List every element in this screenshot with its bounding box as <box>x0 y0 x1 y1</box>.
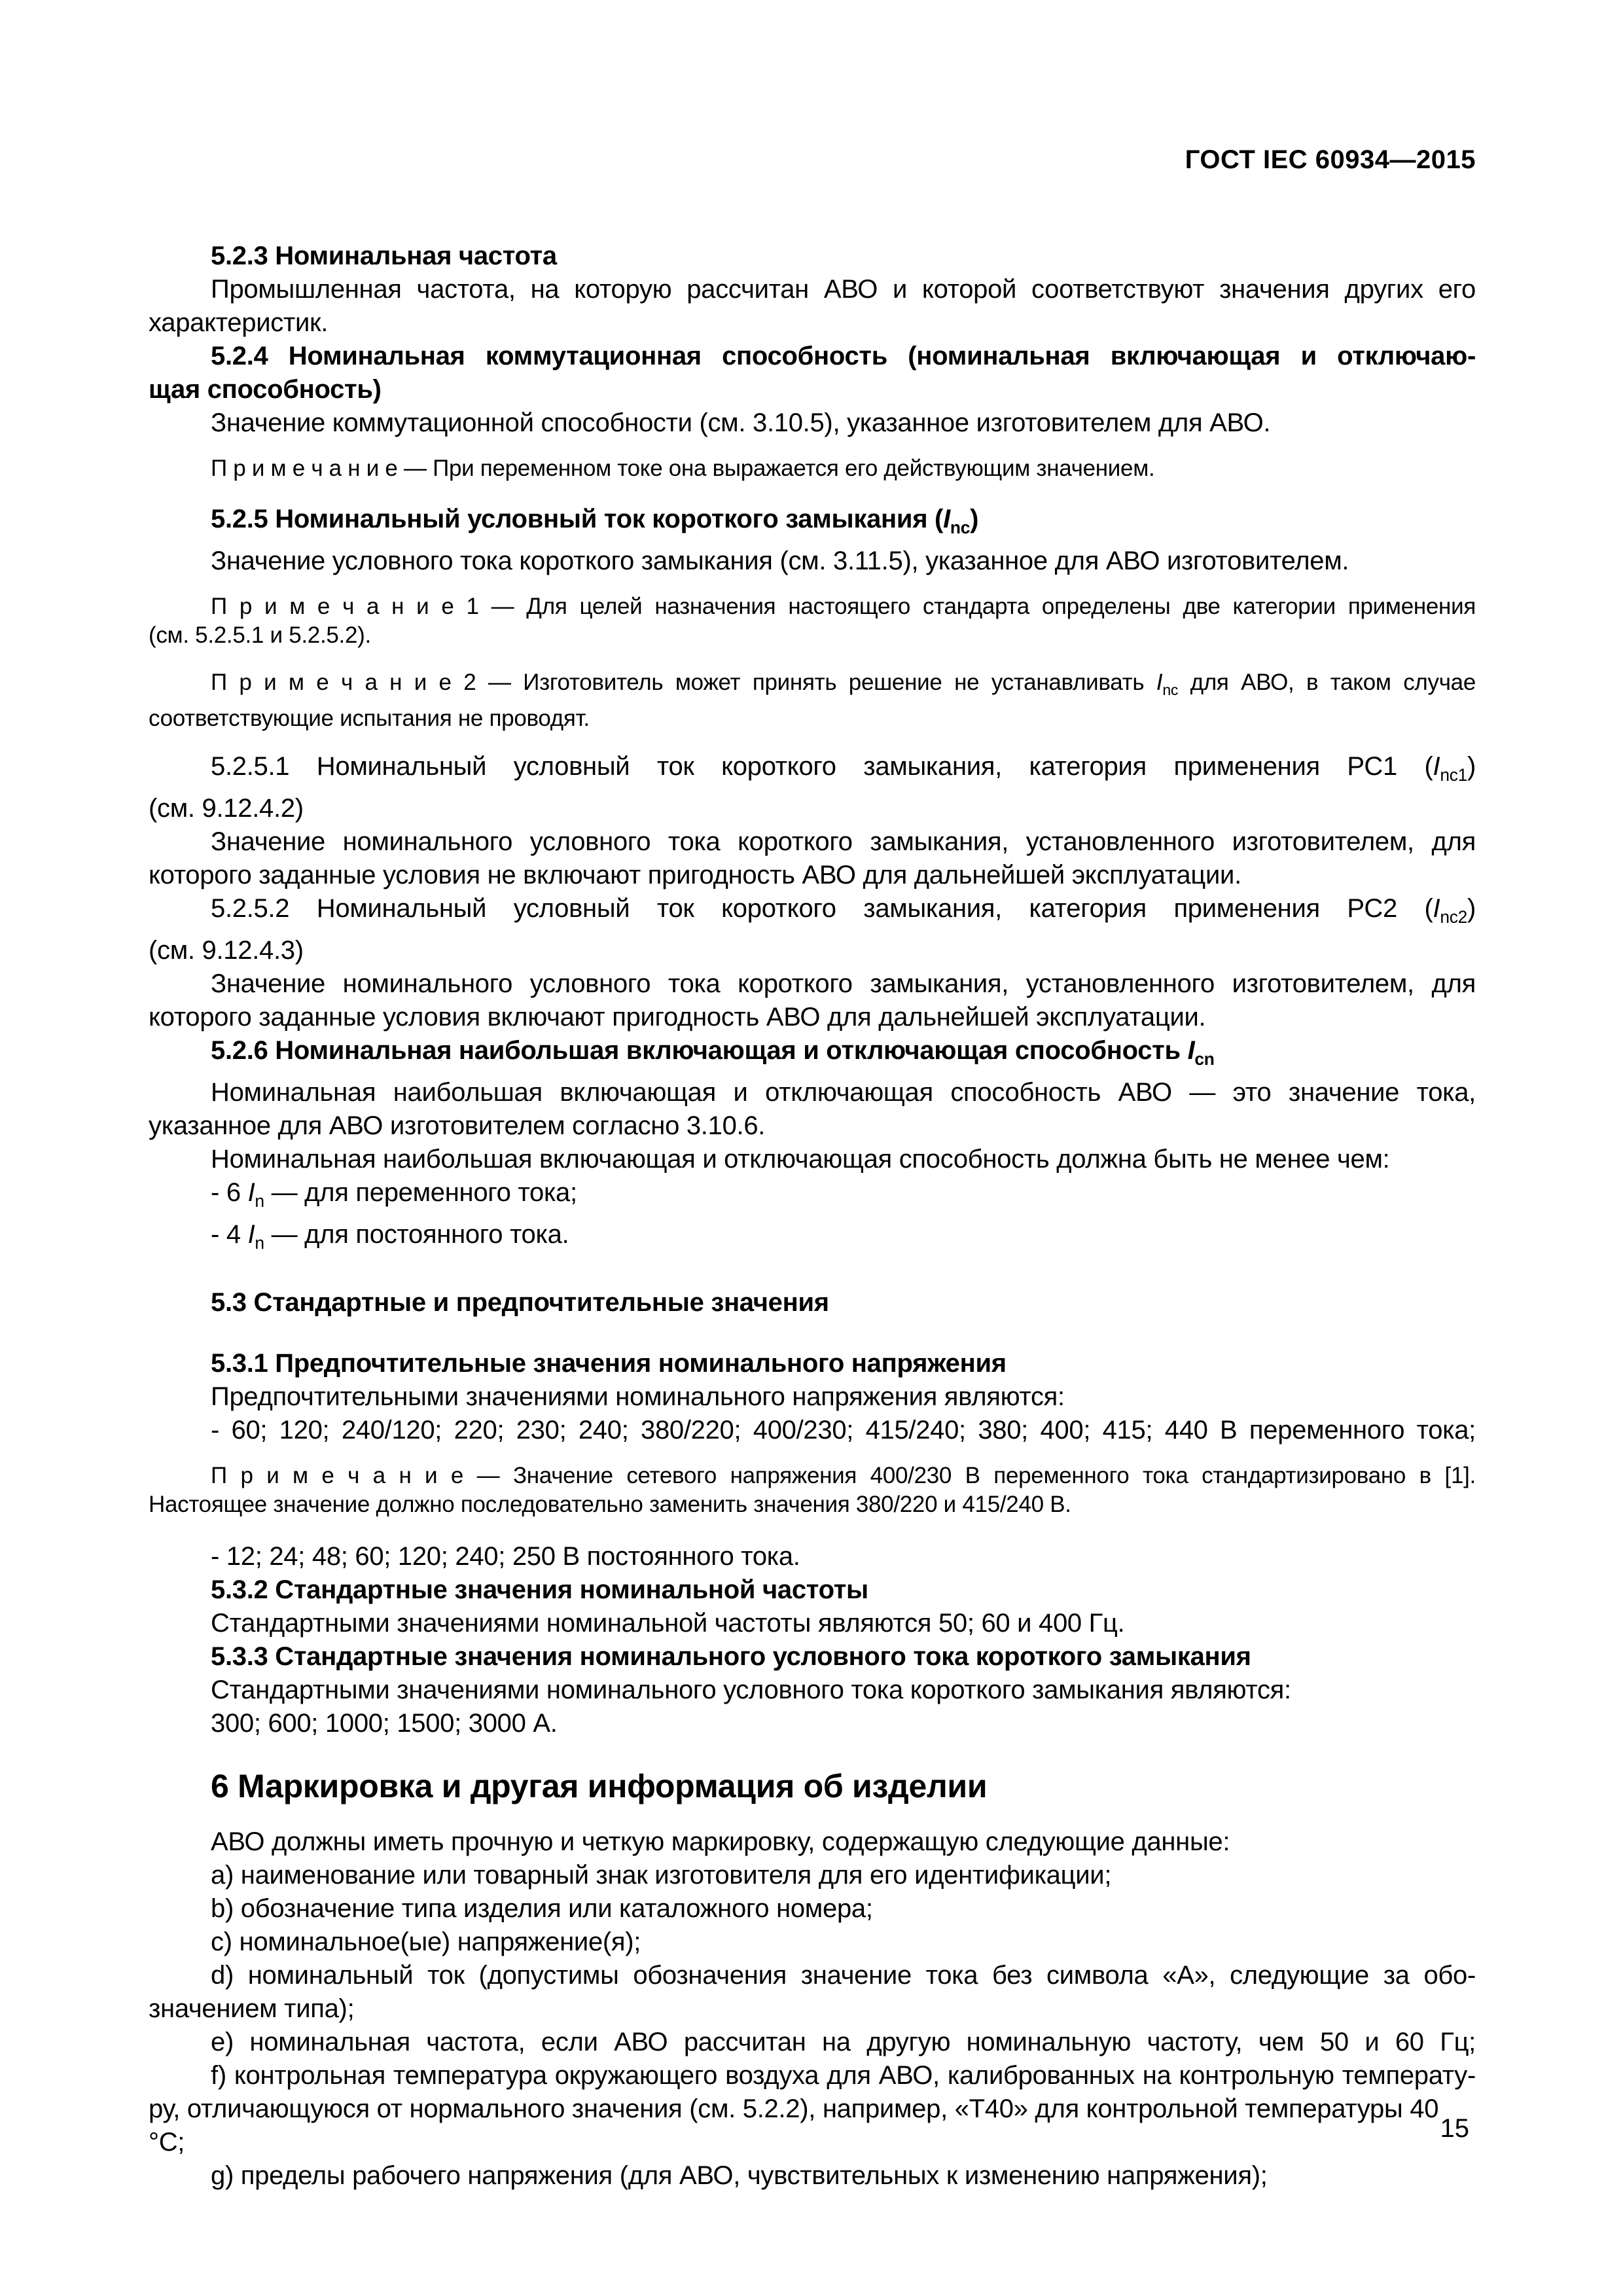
symbol-current: I <box>1433 752 1440 781</box>
text-line <box>149 792 1476 825</box>
text-segment: — для постоянного тока. <box>264 1220 569 1249</box>
text-line <box>149 340 1476 373</box>
text-line <box>149 1176 1476 1218</box>
text-line <box>149 825 1476 859</box>
text-segment: - 6 <box>211 1178 248 1207</box>
text-segment: которого заданные условия не включают пригодность АВО для дальнейшей эксплуатации. <box>149 861 1241 889</box>
text-line <box>149 1959 1476 1992</box>
text-segment: 5.2.5.2 Номинальный условный ток короткого замыкания, категория применения РС2 ( <box>211 894 1433 923</box>
text-line <box>149 1286 1476 1319</box>
text-segment: П р и м е ч а н и е — Значение сетевого напряжения 400/230 В переменного тока стандартизировано в [1]. <box>211 1463 1476 1488</box>
text-line <box>149 373 1476 406</box>
text-line <box>149 1825 1476 1859</box>
text-line <box>149 1674 1476 1707</box>
text-segment: d) номинальный ток (допустимы обозначения значение тока без символа «А», следующие за обо- <box>211 1961 1476 1990</box>
text-segment: nc2 <box>1440 907 1467 927</box>
text-segment: c) номинальное(ые) напряжение(я); <box>211 1928 641 1956</box>
text-line <box>149 545 1476 578</box>
text-segment: П р и м е ч а н и е 2 — Изготовитель может принять решение не устанавливать <box>211 670 1156 695</box>
symbol-current: I <box>247 1178 255 1207</box>
text-line <box>149 892 1476 934</box>
text-segment: которого заданные условия включают пригодность АВО для дальнейшей эксплуатации. <box>149 1003 1206 1031</box>
text-line <box>149 967 1476 1001</box>
text-line <box>149 1859 1476 1892</box>
text-segment: — для переменного тока; <box>264 1178 577 1207</box>
text-segment: значением типа); <box>149 1994 355 2023</box>
text-line <box>149 859 1476 892</box>
text-segment: 5.3.3 Стандартные значения номинального условного тока короткого замыкания <box>211 1642 1251 1671</box>
text-line <box>149 1109 1476 1143</box>
text-line <box>149 2092 1476 2159</box>
text-segment: g) пределы рабочего напряжения (для АВО, чувствительных к изменению напряжения); <box>211 2161 1268 2190</box>
text-line <box>149 1992 1476 2026</box>
text-segment: 5.3 Стандартные и предпочтительные значения <box>211 1288 829 1317</box>
text-line <box>149 2159 1476 2193</box>
text-segment: 6 Маркировка и другая информация об изделии <box>211 1768 988 1804</box>
text-segment: n <box>255 1191 264 1211</box>
text-segment: (см. 5.2.5.1 и 5.2.5.2). <box>149 622 371 648</box>
text-segment: П р и м е ч а н и е — При переменном токе она выражается его действующим значением. <box>211 456 1155 481</box>
symbol-current: I <box>1156 670 1163 695</box>
text-segment: Стандартными значениями номинального условного тока короткого замыкания являются: <box>211 1676 1291 1704</box>
text-segment: для АВО, в таком случае <box>1178 670 1476 695</box>
text-line <box>149 503 1476 545</box>
text-segment: - 60; 120; 240/120; 220; 230; 240; 380/220; 400/230; 415/240; 380; 400; 415; 440 В переменного тока; <box>211 1416 1476 1444</box>
text-line <box>149 1076 1476 1109</box>
text-line <box>149 1380 1476 1414</box>
text-line <box>149 1607 1476 1640</box>
text-segment: Номинальная наибольшая включающая и отключающая способность должна быть не менее чем: <box>211 1145 1390 1174</box>
text-segment: ) <box>1467 752 1476 781</box>
text-segment: 5.3.2 Стандартные значения номинальной частоты <box>211 1575 868 1604</box>
text-segment: 5.2.5.1 Номинальный условный ток короткого замыкания, категория применения РС1 ( <box>211 752 1433 781</box>
text-line <box>149 934 1476 967</box>
text-segment: Настоящее значение должно последовательно заменить значения 380/220 и 415/240 В. <box>149 1492 1071 1517</box>
document-body <box>149 240 1476 2193</box>
text-segment: Номинальная наибольшая включающая и отключающая способность АВО — это значение тока, <box>211 1078 1476 1107</box>
text-segment: nc <box>950 518 971 537</box>
text-line <box>149 1707 1476 1740</box>
text-line <box>149 1573 1476 1607</box>
text-segment: характеристик. <box>149 308 329 337</box>
text-line <box>149 668 1476 704</box>
text-line <box>149 592 1476 621</box>
symbol-current: I <box>1187 1036 1195 1065</box>
symbol-current: I <box>943 505 950 533</box>
standard-number-header: ГОСТ IEC 60934—2015 <box>1185 145 1476 174</box>
text-line <box>149 1347 1476 1380</box>
text-line <box>149 750 1476 792</box>
text-line <box>149 1540 1476 1573</box>
text-segment: ) <box>1467 894 1476 923</box>
text-segment: Значение коммутационной способности (см. 3.10.5), указанное изготовителем для АВО. <box>211 408 1271 437</box>
text-segment: (см. 9.12.4.3) <box>149 936 304 965</box>
page-number: 15 <box>1440 2114 1469 2143</box>
text-segment: ру, отличающуюся от нормального значения (см. 5.2.2), например, «Т40» для контрольной температуры 40 °С; <box>149 2094 1439 2157</box>
text-segment: e) номинальная частота, если АВО рассчитан на другую номинальную частоту, чем 50 и 60 Гц; <box>211 2028 1476 2056</box>
symbol-current: I <box>1433 894 1440 923</box>
text-segment: АВО должны иметь прочную и четкую маркировку, содержащую следующие данные: <box>211 1827 1230 1856</box>
text-segment: (см. 9.12.4.2) <box>149 794 304 823</box>
symbol-current: I <box>247 1220 255 1249</box>
text-segment: - 4 <box>211 1220 248 1249</box>
text-line <box>149 1143 1476 1176</box>
text-segment: соответствующие испытания не проводят. <box>149 706 590 731</box>
text-line <box>149 1462 1476 1490</box>
text-segment: щая способность) <box>149 375 382 404</box>
text-segment: nc <box>1162 681 1179 698</box>
text-segment: Значение номинального условного тока короткого замыкания, установленного изготовителем, для <box>211 827 1476 856</box>
text-line <box>149 2026 1476 2059</box>
text-segment: b) обозначение типа изделия или каталожного номера; <box>211 1894 873 1923</box>
text-segment: 5.2.4 Номинальная коммутационная способность (номинальная включающая и отключаю- <box>211 342 1476 370</box>
text-segment: Значение номинального условного тока короткого замыкания, установленного изготовителем, для <box>211 969 1476 998</box>
text-segment: 300; 600; 1000; 1500; 3000 А. <box>211 1709 558 1738</box>
text-line <box>149 1892 1476 1926</box>
text-segment: указанное для АВО изготовителем согласно 3.10.6. <box>149 1111 766 1140</box>
text-line <box>149 1640 1476 1674</box>
text-line <box>149 1490 1476 1519</box>
text-line <box>149 1001 1476 1034</box>
text-segment: Значение условного тока короткого замыкания (см. 3.11.5), указанное для АВО изготовителем. <box>211 547 1349 575</box>
text-line <box>149 621 1476 650</box>
text-segment: cn <box>1194 1049 1215 1069</box>
text-segment: 5.2.6 Номинальная наибольшая включающая и отключающая способность <box>211 1036 1188 1065</box>
text-line <box>149 406 1476 440</box>
text-segment: Промышленная частота, на которую рассчитан АВО и которой соответствуют значения других его <box>211 275 1476 304</box>
text-line <box>149 1218 1476 1260</box>
text-segment: a) наименование или товарный знак изготовителя для его идентификации; <box>211 1861 1112 1890</box>
text-line <box>149 704 1476 733</box>
text-line <box>149 1767 1476 1806</box>
text-segment: ) <box>970 505 979 533</box>
text-line <box>149 1926 1476 1959</box>
text-segment: Предпочтительными значениями номинального напряжения являются: <box>211 1382 1065 1411</box>
text-line <box>149 306 1476 340</box>
text-line <box>149 1414 1476 1447</box>
text-segment: f) контрольная температура окружающего воздуха для АВО, калиброванных на контрольную температу- <box>211 2061 1476 2090</box>
text-segment: 5.2.3 Номинальная частота <box>211 242 557 270</box>
text-segment: Стандартными значениями номинальной частоты являются 50; 60 и 400 Гц. <box>211 1609 1125 1638</box>
text-line <box>149 240 1476 273</box>
text-segment: 5.3.1 Предпочтительные значения номинального напряжения <box>211 1349 1007 1378</box>
text-segment: n <box>255 1233 264 1253</box>
text-line <box>149 2059 1476 2092</box>
text-line <box>149 1034 1476 1076</box>
text-line <box>149 273 1476 306</box>
text-line <box>149 454 1476 483</box>
text-segment: П р и м е ч а н и е 1 — Для целей назначения настоящего стандарта определены две категории применения <box>211 594 1476 619</box>
text-segment: 5.2.5 Номинальный условный ток короткого замыкания ( <box>211 505 944 533</box>
text-segment: nc1 <box>1440 765 1467 785</box>
text-segment: - 12; 24; 48; 60; 120; 240; 250 В постоянного тока. <box>211 1542 800 1571</box>
